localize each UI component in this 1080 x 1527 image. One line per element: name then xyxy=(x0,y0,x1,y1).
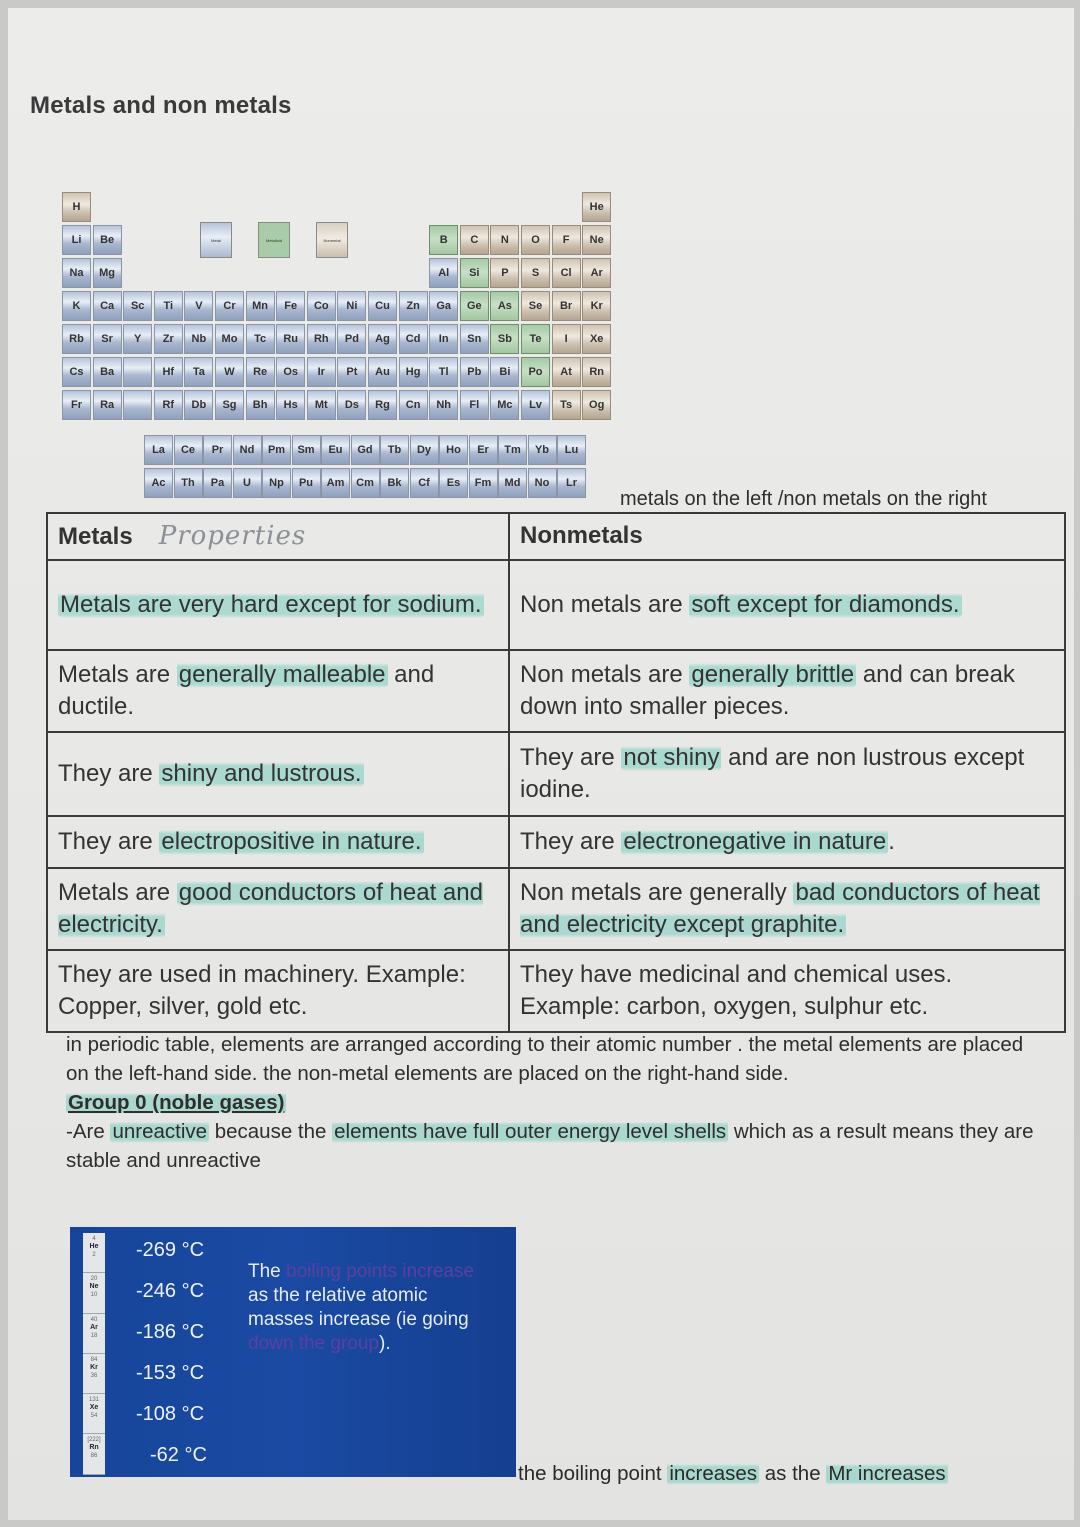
element-v: V xyxy=(184,291,213,321)
element-zr: Zr xyxy=(154,324,183,354)
element-tb: Tb xyxy=(380,435,409,465)
element-rg: Rg xyxy=(368,390,397,420)
element-xe: Xe xyxy=(582,324,611,354)
boiling-point-kr: -153 °C xyxy=(136,1362,205,1384)
element-in: In xyxy=(429,324,458,354)
table-row xyxy=(46,733,1066,817)
element-la: La xyxy=(144,435,173,465)
element-cn: Cn xyxy=(399,390,428,420)
element-s: S xyxy=(521,258,550,288)
nonmetals-property: Non metals are soft except for diamonds. xyxy=(520,591,960,618)
element-nh: Nh xyxy=(429,390,458,420)
element-placeholder xyxy=(123,357,152,387)
element-gd: Gd xyxy=(351,435,380,465)
element-ar: Ar xyxy=(582,258,611,288)
element-ru: Ru xyxy=(276,324,305,354)
element-co: Co xyxy=(307,291,336,321)
element-u: U xyxy=(233,468,262,498)
element-ac: Ac xyxy=(144,468,173,498)
group-0-heading: Group 0 (noble gases) xyxy=(68,1091,285,1114)
element-tc: Tc xyxy=(246,324,275,354)
noble-gas-ne: 20 Ne 10 xyxy=(83,1273,105,1313)
noble-gas-panel xyxy=(70,1227,516,1477)
boiling-point-ar: -186 °C xyxy=(136,1321,205,1343)
element-f: F xyxy=(552,225,581,255)
element-mt: Mt xyxy=(307,390,336,420)
metals-property: They are electropositive in nature. xyxy=(48,817,510,867)
element-ta: Ta xyxy=(184,357,213,387)
element-fe: Fe xyxy=(276,291,305,321)
element-zn: Zn xyxy=(399,291,428,321)
element-b: B xyxy=(429,225,458,255)
element-n: N xyxy=(490,225,519,255)
element-no: No xyxy=(528,468,557,498)
handwritten-annotation: Properties xyxy=(158,521,307,551)
element-si: Si xyxy=(460,258,489,288)
element-fl: Fl xyxy=(460,390,489,420)
element-dy: Dy xyxy=(410,435,439,465)
element-lv: Lv xyxy=(521,390,550,420)
element-he: He xyxy=(582,192,611,222)
noble-gas-kr: 84 Kr 36 xyxy=(83,1354,105,1394)
element-ce: Ce xyxy=(174,435,203,465)
element-hs: Hs xyxy=(276,390,305,420)
element-mn: Mn xyxy=(246,291,275,321)
element-nd: Nd xyxy=(233,435,262,465)
element-at: At xyxy=(552,357,581,387)
element-c: C xyxy=(460,225,489,255)
element-w: W xyxy=(215,357,244,387)
element-lr: Lr xyxy=(557,468,586,498)
notes-section xyxy=(66,1030,1036,1175)
table-row xyxy=(46,561,1066,651)
element-cs: Cs xyxy=(62,357,91,387)
element-lu: Lu xyxy=(557,435,586,465)
table-row xyxy=(46,951,1066,1033)
element-og: Og xyxy=(582,390,611,420)
element-cu: Cu xyxy=(368,291,397,321)
element-fm: Fm xyxy=(469,468,498,498)
element-sc: Sc xyxy=(123,291,152,321)
metals-property: They are shiny and lustrous. xyxy=(48,733,510,815)
element-re: Re xyxy=(246,357,275,387)
element-rh: Rh xyxy=(307,324,336,354)
element-pm: Pm xyxy=(262,435,291,465)
element-mg: Mg xyxy=(93,258,122,288)
element-ti: Ti xyxy=(154,291,183,321)
nonmetals-property: Non metals are generally bad conductors of heat and electricity except graphite. xyxy=(520,879,1040,938)
table-header-row xyxy=(46,512,1066,561)
element-rb: Rb xyxy=(62,324,91,354)
element-tm: Tm xyxy=(498,435,527,465)
boiling-point-caption: the boiling point increases as the Mr increases xyxy=(518,1462,946,1485)
element-as: As xyxy=(490,291,519,321)
element-li: Li xyxy=(62,225,91,255)
element-ir: Ir xyxy=(307,357,336,387)
element-bh: Bh xyxy=(246,390,275,420)
periodic-table-caption: metals on the left /non metals on the right xyxy=(620,488,987,510)
element-hg: Hg xyxy=(399,357,428,387)
table-row xyxy=(46,651,1066,733)
element-k: K xyxy=(62,291,91,321)
element-mc: Mc xyxy=(490,390,519,420)
element-sm: Sm xyxy=(292,435,321,465)
element-cf: Cf xyxy=(410,468,439,498)
legend-metal: Metal xyxy=(200,222,232,258)
table-row xyxy=(46,869,1066,951)
element-sr: Sr xyxy=(93,324,122,354)
element-sb: Sb xyxy=(490,324,519,354)
element-mo: Mo xyxy=(215,324,244,354)
nonmetals-property: They are electronegative in nature. xyxy=(520,828,895,855)
element-eu: Eu xyxy=(321,435,350,465)
page-title: Metals and non metals xyxy=(30,92,292,119)
arrangement-paragraph: in periodic table, elements are arranged according to their atomic number . the metal elements are placed on the left-hand side. the non-metal elements are placed on the right-hand side. xyxy=(66,1033,1024,1085)
element-i: I xyxy=(552,324,581,354)
noble-gas-xe: 131 Xe 54 xyxy=(83,1394,105,1434)
element-sn: Sn xyxy=(460,324,489,354)
noble-gas-he: 4 He 2 xyxy=(83,1233,105,1273)
element-yb: Yb xyxy=(528,435,557,465)
noble-gas-explanation: The boiling points increase as the relative atomic masses increase (ie going down the group). xyxy=(248,1261,475,1354)
metals-property: Metals are generally malleable and ductile. xyxy=(48,651,510,731)
metals-property: They are used in machinery. Example: Copper, silver, gold etc. xyxy=(48,951,510,1031)
element-np: Np xyxy=(262,468,291,498)
element-fr: Fr xyxy=(62,390,91,420)
boiling-point-xe: -108 °C xyxy=(136,1403,205,1425)
element-th: Th xyxy=(174,468,203,498)
element-al: Al xyxy=(429,258,458,288)
element-au: Au xyxy=(368,357,397,387)
element-cr: Cr xyxy=(215,291,244,321)
element-os: Os xyxy=(276,357,305,387)
element-kr: Kr xyxy=(582,291,611,321)
noble-gas-rn: [222] Rn 86 xyxy=(83,1434,105,1474)
element-ga: Ga xyxy=(429,291,458,321)
element-na: Na xyxy=(62,258,91,288)
element-placeholder xyxy=(123,390,152,420)
header-nonmetals: Nonmetals xyxy=(520,522,643,549)
element-db: Db xyxy=(184,390,213,420)
element-ne: Ne xyxy=(582,225,611,255)
noble-gas-element-strip xyxy=(83,1233,105,1475)
element-te: Te xyxy=(521,324,550,354)
nonmetals-property: Non metals are generally brittle and can break down into smaller pieces. xyxy=(520,661,1015,720)
element-pu: Pu xyxy=(292,468,321,498)
element-ba: Ba xyxy=(93,357,122,387)
element-es: Es xyxy=(439,468,468,498)
legend-nonmetal: Nonmetal xyxy=(316,222,348,258)
element-be: Be xyxy=(93,225,122,255)
element-pr: Pr xyxy=(203,435,232,465)
element-cl: Cl xyxy=(552,258,581,288)
comparison-table xyxy=(46,512,1066,1033)
element-pb: Pb xyxy=(460,357,489,387)
element-ho: Ho xyxy=(439,435,468,465)
boiling-point-ne: -246 °C xyxy=(136,1280,205,1302)
element-cd: Cd xyxy=(399,324,428,354)
element-h: H xyxy=(62,192,91,222)
element-pt: Pt xyxy=(337,357,366,387)
element-hf: Hf xyxy=(154,357,183,387)
element-po: Po xyxy=(521,357,550,387)
element-sg: Sg xyxy=(215,390,244,420)
element-cm: Cm xyxy=(351,468,380,498)
table-row xyxy=(46,817,1066,869)
element-tl: Tl xyxy=(429,357,458,387)
element-pd: Pd xyxy=(337,324,366,354)
element-o: O xyxy=(521,225,550,255)
noble-gas-ar: 40 Ar 18 xyxy=(83,1314,105,1354)
metals-property: Metals are good conductors of heat and electricity. xyxy=(48,869,510,949)
element-y: Y xyxy=(123,324,152,354)
element-ag: Ag xyxy=(368,324,397,354)
element-ds: Ds xyxy=(337,390,366,420)
nonmetals-property: They have medicinal and chemical uses. Example: carbon, oxygen, sulphur etc. xyxy=(520,961,953,1020)
metals-property: Metals are very hard except for sodium. xyxy=(48,561,510,649)
element-nb: Nb xyxy=(184,324,213,354)
element-ge: Ge xyxy=(460,291,489,321)
header-metals xyxy=(48,514,510,559)
header-metals-label: Metals xyxy=(58,523,133,550)
element-bk: Bk xyxy=(380,468,409,498)
group-0-text: -Are unreactive because the elements have full outer energy level shells which as a result means they are stable and unreactive xyxy=(66,1120,1034,1172)
boiling-point-he: -269 °C xyxy=(136,1239,205,1261)
element-ts: Ts xyxy=(552,390,581,420)
element-ra: Ra xyxy=(93,390,122,420)
element-br: Br xyxy=(552,291,581,321)
element-am: Am xyxy=(321,468,350,498)
element-bi: Bi xyxy=(490,357,519,387)
element-se: Se xyxy=(521,291,550,321)
element-rf: Rf xyxy=(154,390,183,420)
element-p: P xyxy=(490,258,519,288)
legend-metalloid: Metalloid xyxy=(258,222,290,258)
element-ni: Ni xyxy=(337,291,366,321)
element-pa: Pa xyxy=(203,468,232,498)
element-ca: Ca xyxy=(93,291,122,321)
element-er: Er xyxy=(469,435,498,465)
boiling-point-rn: -62 °C xyxy=(150,1444,207,1466)
nonmetals-property: They are not shiny and are non lustrous except iodine. xyxy=(520,744,1025,803)
element-rn: Rn xyxy=(582,357,611,387)
element-md: Md xyxy=(498,468,527,498)
